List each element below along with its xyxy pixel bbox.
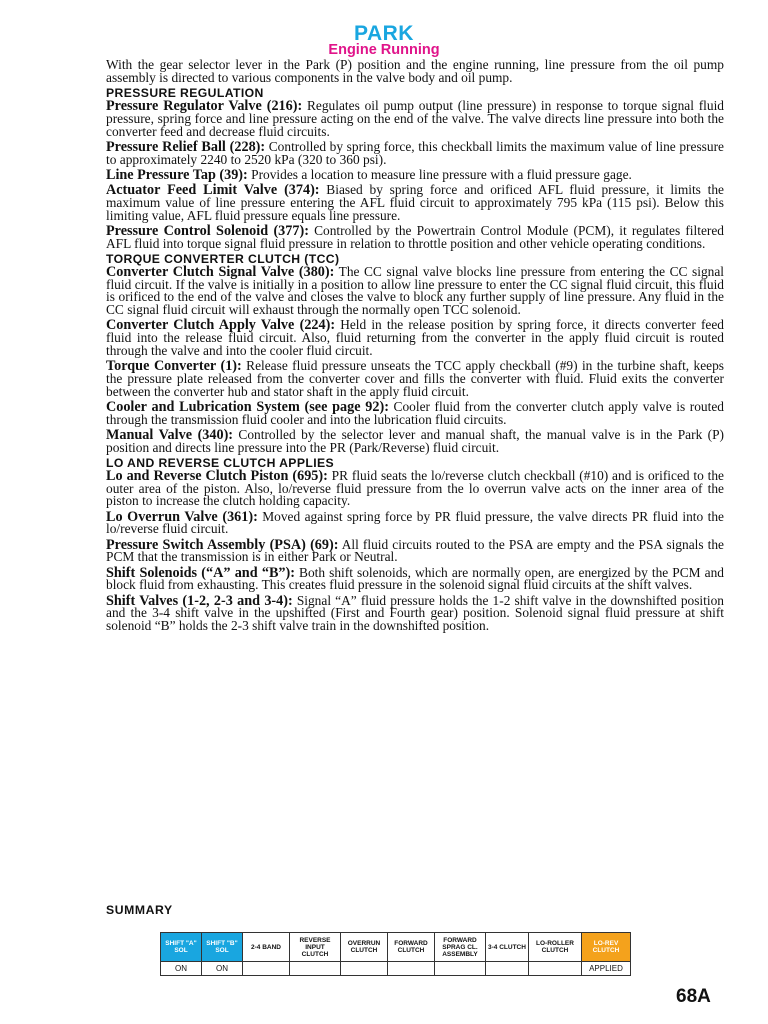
- description: Biased by spring force and orificed AFL fluid pressure, it limits the maximum value of line pressure entering the AFL fluid circuit to approximately 795 kPa (115 psi). Below this limiting value, AFL fluid pressure equals line pressure.: [106, 182, 724, 223]
- page-subtitle: Engine Running: [328, 42, 440, 58]
- value-cell: [486, 962, 529, 976]
- description: Moved against spring force by PR fluid pressure, the valve directs PR fluid into the lo/reverse fluid circuit.: [106, 508, 724, 537]
- paragraph: [106, 166, 724, 183]
- term: Pressure Control Solenoid (377):: [106, 222, 309, 239]
- body-text: [106, 59, 724, 635]
- paragraph: [106, 360, 724, 398]
- value-cell: APPLIED: [582, 962, 631, 976]
- description: The CC signal valve blocks line pressure from entering the CC signal fluid circuit. If the valve is initially in a position to allow line pressure to enter the CC signal fluid circuit, this fluid is orificed to the end of the valve and closes the valve to block any further supply of line pressure. Any fluid in the CC signal fluid circuit will exhaust through the normally open TCC solenoid.: [106, 263, 724, 317]
- paragraph: [106, 263, 724, 317]
- section-heading: TORQUE CONVERTER CLUTCH (TCC): [106, 251, 340, 266]
- header-cell: 3-4 CLUTCH: [486, 933, 529, 962]
- paragraph: [106, 592, 724, 633]
- description: Provides a location to measure line pressure with a fluid pressure gage.: [251, 166, 632, 182]
- description: All fluid circuits routed to the PSA are empty and the PSA signals the PCM that the transmission is in either Park or Neutral.: [106, 536, 724, 565]
- description: Controlled by the Powertrain Control Module (PCM), it regulates filtered AFL fluid into torque signal fluid pressure in relation to throttle position and other vehicle operating conditions.: [106, 222, 724, 251]
- page-number: 68A: [676, 986, 711, 1007]
- paragraph: [106, 508, 724, 537]
- header-cell: 2-4 BAND: [243, 933, 290, 962]
- section-heading: LO AND REVERSE CLUTCH APPLIES: [106, 455, 335, 470]
- term: Shift Solenoids (“A” and “B”):: [106, 564, 295, 581]
- header-cell: LO-REV CLUTCH: [582, 933, 631, 962]
- description: Controlled by spring force, this checkball limits the maximum value of line pressure to approximately 2240 to 2520 kPa (320 to 360 psi).: [106, 138, 724, 167]
- term: Torque Converter (1):: [106, 358, 242, 374]
- header-cell: REVERSE INPUT CLUTCH: [290, 933, 341, 962]
- paragraph: [106, 100, 724, 138]
- header-cell: LO-ROLLER CLUTCH: [529, 933, 582, 962]
- term: Actuator Feed Limit Valve (374):: [106, 182, 320, 198]
- term: Manual Valve (340):: [106, 426, 234, 443]
- description: Held in the release position by spring force, it directs converter feed fluid into the release fluid circuit. Also, fluid returning from the converter in the apply fluid circuit is routed through the valve and into the cooler fluid circuit.: [106, 317, 724, 358]
- term: Pressure Relief Ball (228):: [106, 138, 266, 155]
- term: Converter Clutch Apply Valve (224):: [106, 317, 336, 334]
- value-cell: [388, 962, 435, 976]
- value-cell: [435, 962, 486, 976]
- paragraph: [106, 564, 724, 593]
- paragraph: [106, 184, 724, 222]
- intro-paragraph: With the gear selector lever in the Park (P) position and the engine running, line pressure from the oil pump assembly is directed to various components in the valve body and oil pump.: [106, 57, 724, 85]
- term: Pressure Switch Assembly (PSA) (69):: [106, 536, 339, 553]
- paragraph: [106, 398, 724, 427]
- description: Cooler fluid from the converter clutch apply valve is routed through the transmission fluid cooler and into the lubrication fluid circuits.: [106, 398, 724, 427]
- description: Regulates oil pump output (line pressure) in response to torque signal fluid pressure, spring force and line pressure acting on the end of the valve. The valve directs line pressure into both the converter feed and decrease fluid circuits.: [106, 98, 724, 139]
- value-cell: [341, 962, 388, 976]
- summary-table: [160, 932, 631, 976]
- page-title: PARK: [354, 22, 414, 45]
- summary-heading: SUMMARY: [106, 903, 173, 917]
- header-cell: OVERRUN CLUTCH: [341, 933, 388, 962]
- header-cell: FORWARD CLUTCH: [388, 933, 435, 962]
- paragraph: [106, 319, 724, 357]
- description: Release fluid pressure unseats the TCC apply checkball (#9) in the turbine shaft, keeps the pressure plate released from the converter cover and fills the converter with fluid. Fluid exits the converter between the converter hub and stator shaft in the apply fluid circuit.: [106, 358, 724, 399]
- paragraph: [106, 426, 725, 455]
- term: Cooler and Lubrication System (see page 92):: [106, 398, 389, 415]
- term: Lo and Reverse Clutch Piston (695):: [106, 467, 328, 484]
- header-cell: SHIFT "B" SOL: [202, 933, 243, 962]
- term: Lo Overrun Valve (361):: [106, 508, 258, 525]
- description: Both shift solenoids, which are normally open, are energized by the PCM and block fluid from exhausting. This creates fluid pressure in the solenoid signal fluid circuits at the shift valves.: [106, 564, 724, 593]
- summary-header-row: [161, 933, 631, 962]
- description: PR fluid seats the lo/reverse clutch checkball (#10) and is orificed to the outer area of the piston. Also, lo/reverse fluid pressure from the lo overrun valve acts on the inner area of the piston to increase the clutch holding capacity.: [106, 467, 724, 509]
- value-cell: ON: [202, 962, 243, 976]
- value-cell: ON: [161, 962, 202, 976]
- paragraph: [106, 222, 724, 251]
- value-cell: [529, 962, 582, 976]
- paragraph: [106, 467, 724, 509]
- paragraph: [106, 536, 724, 565]
- term: Converter Clutch Signal Valve (380):: [106, 263, 335, 280]
- header-cell: SHIFT "A" SOL: [161, 933, 202, 962]
- value-cell: [290, 962, 341, 976]
- summary-value-row: [161, 962, 631, 976]
- term: Line Pressure Tap (39):: [106, 166, 248, 183]
- description: Signal “A” fluid pressure holds the 1-2 shift valve in the downshifted position and the 3-4 shift valve in the upshifted (First and Fourth gear) position. Solenoid signal fluid pressure at shift solenoid “B” holds the 2-3 shift valve train in the downshifted position.: [106, 592, 724, 633]
- term: Shift Valves (1-2, 2-3 and 3-4):: [106, 592, 293, 609]
- value-cell: [243, 962, 290, 976]
- term: Pressure Regulator Valve (216):: [106, 98, 303, 114]
- paragraph: [106, 138, 724, 167]
- header-cell: FORWARD SPRAG CL. ASSEMBLY: [435, 933, 486, 962]
- section-heading: PRESSURE REGULATION: [106, 86, 264, 100]
- description: Controlled by the selector lever and manual shaft, the manual valve is in the Park (P) position and directs line pressure into the PR (Park/Reverse) fluid circuit.: [106, 426, 725, 455]
